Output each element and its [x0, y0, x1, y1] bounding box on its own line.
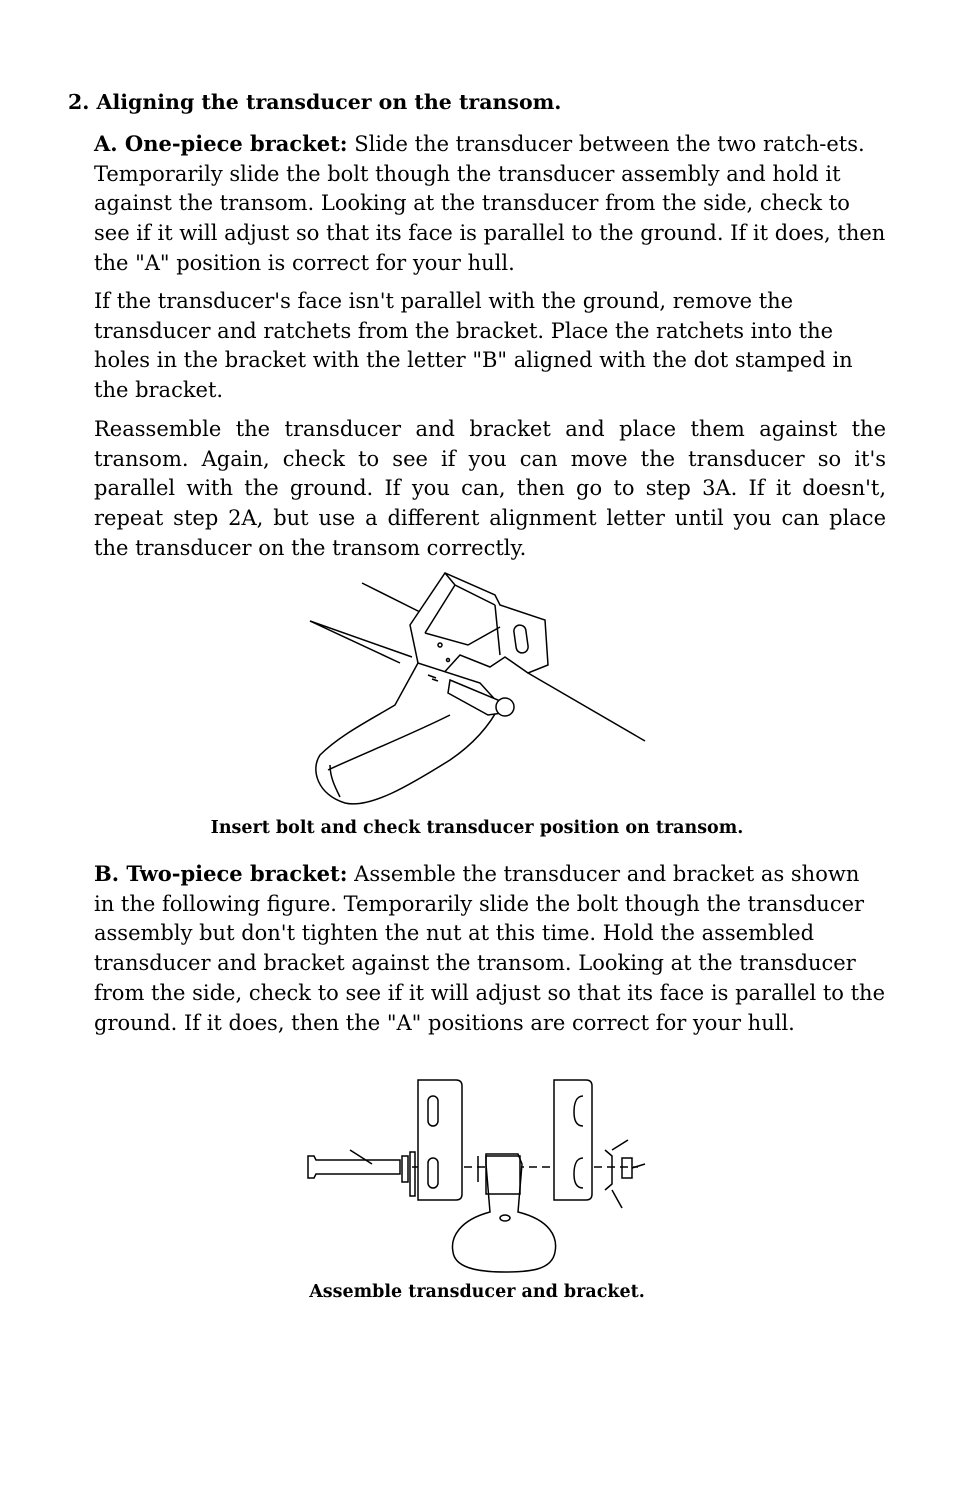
one-piece-title: A. One-piece bracket:	[94, 131, 348, 156]
two-piece-title: B. Two-piece bracket:	[94, 861, 348, 886]
two-piece-bracket-illustration	[300, 1072, 650, 1277]
one-piece-bracket-illustration	[300, 565, 660, 815]
two-piece-paragraph-1	[94, 859, 886, 1038]
one-piece-text-1: Slide the transducer between the two ratch-ets. Temporarily slide the bolt though the transducer assembly and hold it against the transom. Looking at the transducer from the side, check to see if it will adjust so that its face is parallel to the ground. If it does, then the "A" position is correct for your hull.	[94, 132, 886, 275]
one-piece-paragraph-3: Reassemble the transducer and bracket and place them against the transom. Again, check to see if you can move the transducer so it's parallel with the ground. If you can, then go to step 3A. If it doesn't, repeat step 2A, but use a different alignment letter until you can place the transducer on the transom correctly.	[94, 417, 886, 560]
figure-2-caption: Assemble transducer and bracket.	[309, 1282, 645, 1302]
section-heading: 2. Aligning the transducer on the transom.	[68, 90, 562, 114]
one-piece-paragraph-2: If the transducer's face isn't parallel with the ground, remove the transducer and ratchets from the bracket. Place the ratchets into the holes in the bracket with the letter "B" aligned with the dot stamped in the bracket.	[94, 289, 853, 403]
two-piece-text-1: Assemble the transducer and bracket as shown in the following figure. Temporarily slide the bolt though the transducer assembly but don't tighten the nut at this time. Hold the assembled transducer and bracket against the transom. Looking at the transducer from the side, check to see if it will adjust so that its face is parallel to the ground. If it does, then the "A" positions are correct for your hull.	[94, 862, 885, 1035]
one-piece-paragraph-1	[94, 129, 886, 279]
figure-1-caption: Insert bolt and check transducer position on transom.	[210, 818, 744, 838]
